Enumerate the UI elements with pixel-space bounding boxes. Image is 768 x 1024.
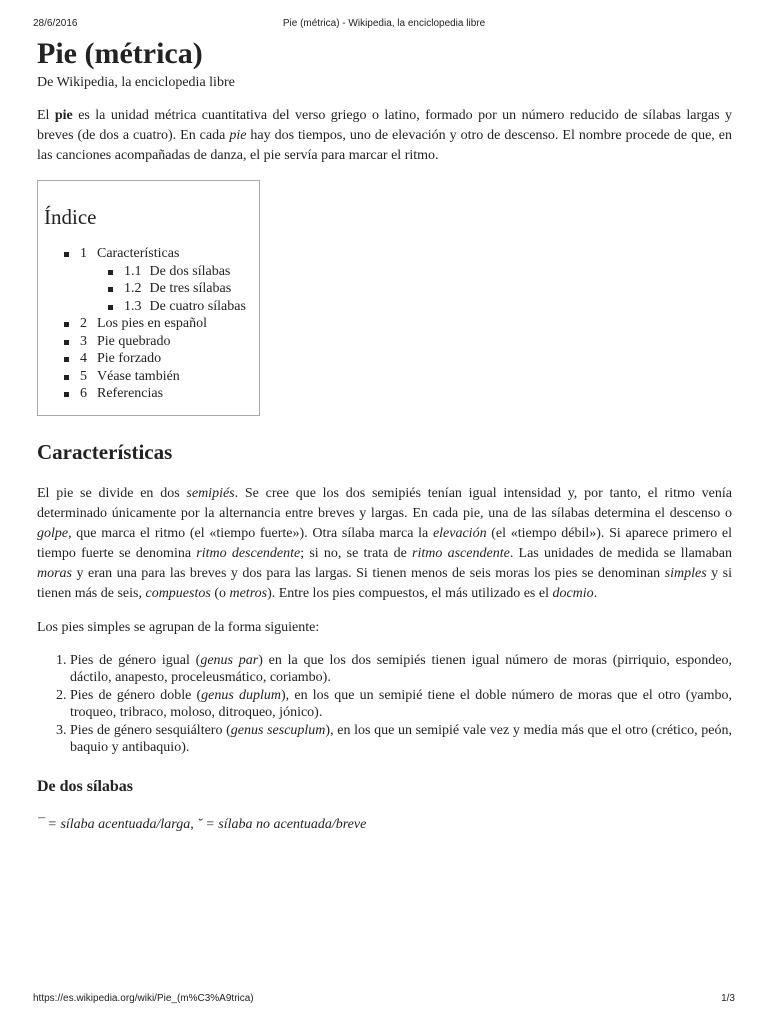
toc-item-dos-silabas[interactable]: 1.1 De dos sílabas (44, 263, 259, 281)
print-page-number: 1/3 (721, 993, 735, 1004)
subsection-heading-dos-silabas: De dos sílabas (37, 777, 134, 795)
toc-item-tres-silabas[interactable]: 1.2 De tres sílabas (44, 280, 259, 298)
print-date: 28/6/2016 (33, 18, 78, 29)
syllable-legend: ¯ = sílaba acentuada/larga, ˘ = sílaba no acentuada/breve (37, 816, 367, 832)
print-footer (33, 993, 735, 1007)
page-subtitle: De Wikipedia, la enciclopedia libre (37, 75, 235, 90)
article (37, 36, 732, 835)
toc-item-vease-tambien[interactable]: 5 Véase también (44, 368, 259, 386)
toc-item-pie-quebrado[interactable]: 3 Pie quebrado (44, 333, 259, 351)
grouping-paragraph: Los pies simples se agrupan de la forma siguiente: (37, 619, 320, 635)
intro-paragraph: El pie es la unidad métrica cuantitativa del verso griego o latino, formado por un número reducido de sílabas largas y breves (de dos a cuatro). En cada pie hay dos tiempos, uno de elevación y otro de descenso. El nombre procede de que, en las canciones acompañadas de danza, el pie servía para marcar el ritmo. (37, 108, 732, 163)
list-item: 1. Pies de género igual (genus par) en la que los dos semipiés tienen igual número de moras (pirriquio, espondeo, dáctilo, anapesto, proceleusmático, coriambo). (70, 652, 732, 687)
section-heading-caracteristicas: Características (37, 439, 173, 464)
print-url[interactable]: https://es.wikipedia.org/wiki/Pie_(m%C3%A9trica) (33, 993, 254, 1004)
print-header (33, 18, 735, 32)
print-title: Pie (métrica) - Wikipedia, la enciclopedia libre (282, 18, 486, 29)
toc-item-referencias[interactable]: 6 Referencias (44, 385, 259, 403)
toc-item-cuatro-silabas[interactable]: 1.3 De cuatro sílabas (44, 298, 259, 316)
list-item: 2. Pies de género doble (genus duplum), en los que un semipié tiene el doble número de moras que el otro (yambo, troqueo, tribraco, moloso, ditroqueo, jónico). (70, 687, 732, 722)
toc-item-pie-forzado[interactable]: 4 Pie forzado (44, 350, 259, 368)
toc-item-caracteristicas[interactable]: 1 Características (44, 245, 259, 263)
toc-list (44, 245, 259, 403)
simple-feet-list (37, 652, 732, 757)
toc-item-pies-espanol[interactable]: 2 Los pies en español (44, 315, 259, 333)
table-of-contents (37, 180, 260, 416)
list-item: 3. Pies de género sesquiáltero (genus sescuplum), en los que un semipié vale vez y media más que el otro (crético, peón, baquio y antibaquio). (70, 722, 732, 757)
toc-title: Índice (44, 205, 97, 229)
page-title: Pie (métrica) (37, 37, 203, 70)
caracteristicas-paragraph: El pie se divide en dos semipiés. Se cree que los dos semipiés tenían igual intensidad y, por tanto, el ritmo venía determinado únicamente por la alternancia entre breves y largas. En cada pie, una de las sílabas determina el descenso o golpe, que marca el ritmo (el «tiempo fuerte»). Otra sílaba marca la elevación (el «tiempo débil»). Si aparece primero el tiempo fuerte se denomina ritmo descendente; si no, se trata de ritmo ascendente. Las unidades de medida se llamaban moras y eran una para las breves y dos para las largas. Si tienen menos de seis moras los pies se denominan simples y si tienen más de seis, compuestos (o metros). Entre los pies compuestos, el más utilizado es el docmio. (37, 485, 733, 601)
